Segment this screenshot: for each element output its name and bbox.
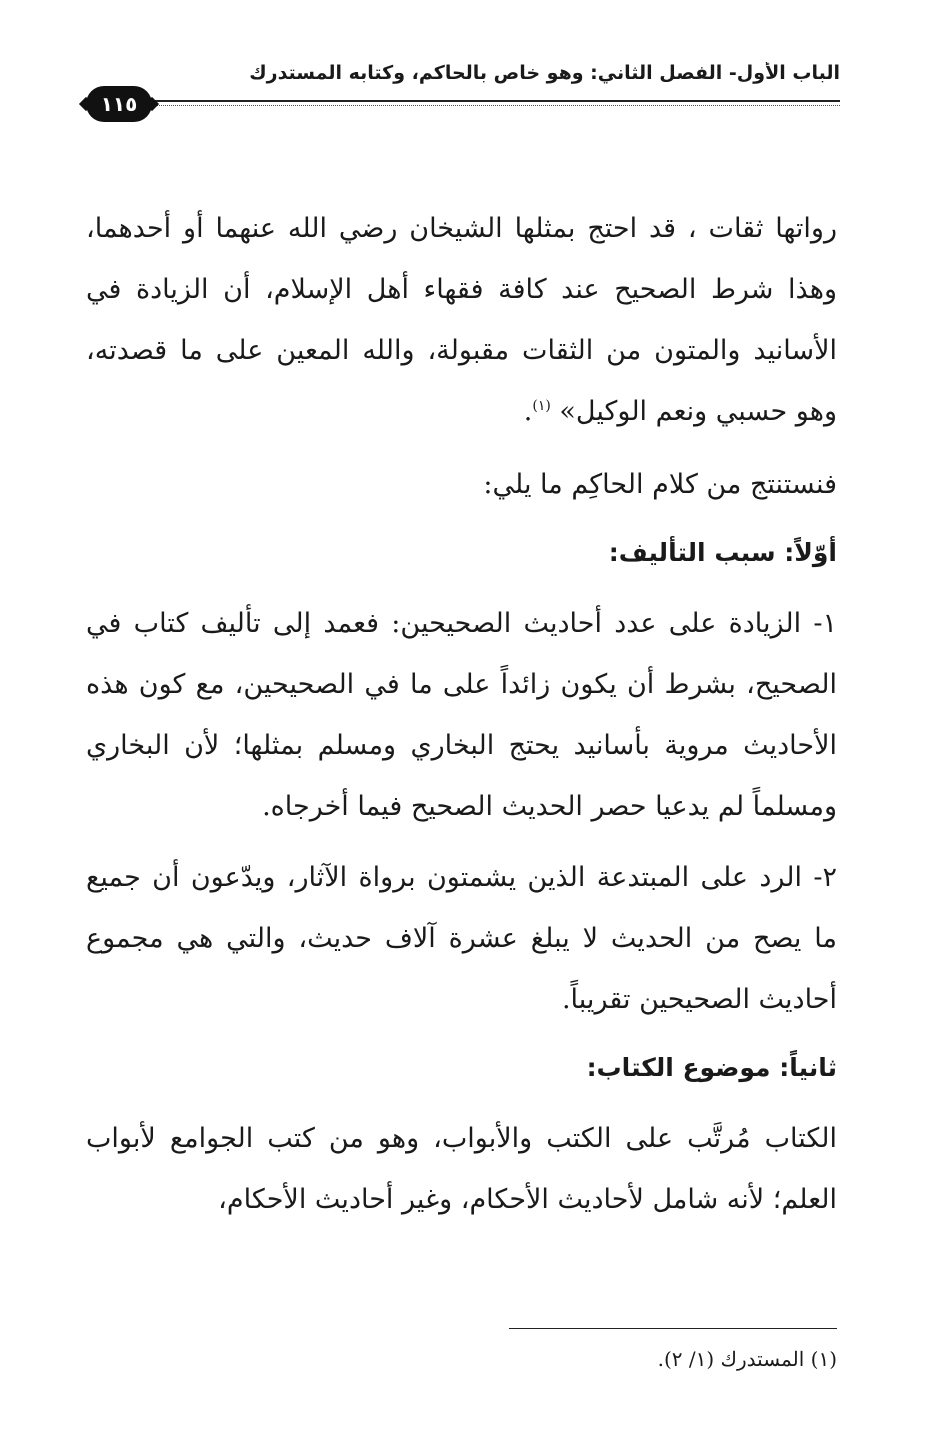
paragraph-book-topic: الكتاب مُرتَّب على الكتب والأبواب، وهو من كتب الجوامع لأبواب العلم؛ لأنه شامل لأحاديث الأحكام، وغير أحاديث الأحكام، [86, 1123, 837, 1215]
footnote: (١) المستدرك (١/ ٢). [657, 1347, 837, 1371]
paragraph-point-2: ٢- الرد على المبتدعة الذين يشمتون برواة الآثار، ويدّعون أن جميع ما يصح من الحديث لا يبلغ عشرة آلاف حديث، والتي هي مجموع أحاديث الصحيحين تقريباً. [86, 862, 837, 1015]
paragraph-terminator: . [523, 396, 533, 427]
paragraph-point-1: ١- الزيادة على عدد أحاديث الصحيحين: فعمد إلى تأليف كتاب في الصحيح، بشرط أن يكون زائداً على ما في الصحيحين، مع كون هذه الأحاديث مروية بأسانيد يحتج البخاري ومسلم بمثلها؛ لأن البخاري ومسلماً لم يدعيا حصر الحديث الصحيح فيما أخرجاه. [86, 608, 837, 822]
body-text [86, 198, 837, 1230]
section-heading-reason: أوّلاً: سبب التأليف: [608, 538, 837, 567]
page-number-badge: ١١٥ [86, 86, 152, 122]
paragraph-quote-end [86, 198, 837, 442]
header-rule-dotted [148, 105, 840, 106]
footnote-reference[interactable]: (١) [532, 398, 551, 414]
paragraph-conclusion-intro: فنستنتج من كلام الحاكِم ما يلي: [483, 469, 837, 500]
running-header: الباب الأول- الفصل الثاني: وهو خاص بالحاكم، وكتابه المستدرك [249, 62, 840, 84]
header-rule [148, 100, 840, 102]
footnote-separator [509, 1328, 837, 1329]
paragraph-text: رواتها ثقات ، قد احتج بمثلها الشيخان رضي الله عنهما أو أحدهما، وهذا شرط الصحيح عند كافة فقهاء أهل الإسلام، أن الزيادة في الأسانيد والمتون من الثقات مقبولة، والله المعين على ما قصدته، وهو حسبي ونعم الوكيل» [86, 213, 837, 427]
section-heading-topic: ثانياً: موضوع الكتاب: [586, 1053, 837, 1082]
